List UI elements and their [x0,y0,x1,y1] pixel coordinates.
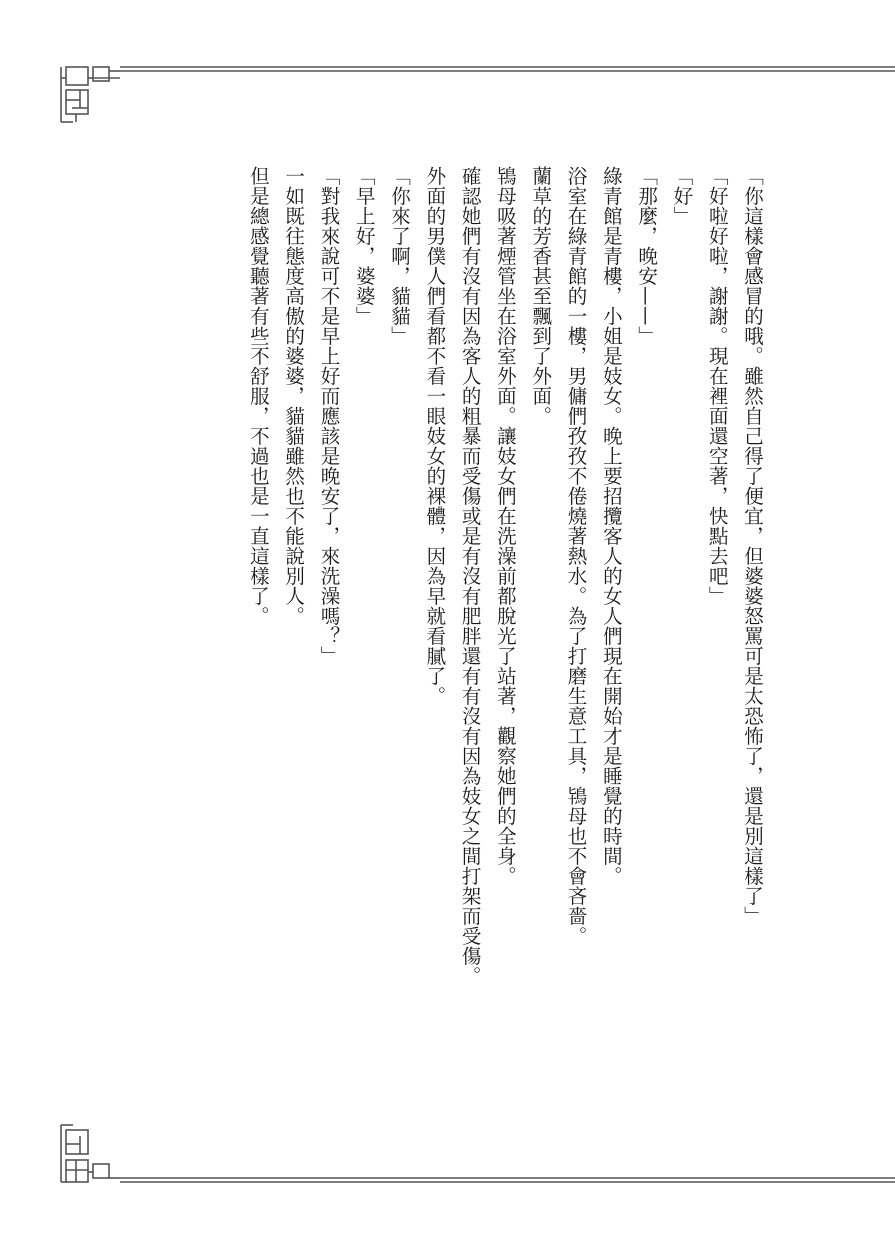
text-line: 外面的男僕人們看都不看一眼妓女的裸體，因為早就看膩了。 [423,166,447,706]
top-border-ornament [61,67,895,122]
vertical-text-body [241,166,770,986]
text-line: 「早上好，婆婆」 [352,166,376,326]
text-line: 「你來了啊，貓貓」 [388,166,412,346]
text-line: 「你這樣會感冒的哦。雖然自己得了便宜，但婆婆怒罵可是太恐怖了，還是別這樣了」 [741,166,764,926]
text-line: 「好」 [670,166,694,226]
text-line: 一如既往態度高傲的婆婆，貓貓雖然也不能說別人。 [282,166,306,626]
text-line: 但是總感覺聽著有些不舒服，不過也是一直這樣了。 [246,166,270,626]
text-line: 鴇母吸著煙管坐在浴室外面。讓妓女們在洗澡前都脫光了站著，觀察她們的全身。 [493,166,517,886]
text-line: 「對我來說可不是早上好而應該是晚安了，來洗澡嗎？」 [317,166,341,666]
text-line: 「好啦好啦，謝謝。現在裡面還空著，快點去吧」 [705,166,729,606]
text-line: 浴室在綠青館的一樓，男傭們孜孜不倦燒著熱水。為了打磨生意工具，鴇母也不會吝嗇。 [564,166,588,946]
text-line: 綠青館是青樓，小姐是妓女。晚上要招攬客人的女人們現在開始才是睡覺的時間。 [599,166,623,886]
text-line: 確認她們有沒有因為客人的粗暴而受傷或是有沒有肥胖還有有沒有因為妓女之間打架而受傷。 [458,166,482,986]
text-line: 蘭草的芳香甚至飄到了外面。 [529,166,553,426]
text-line: 「那麼，晚安——」 [635,166,659,346]
bottom-border-ornament [61,1125,895,1182]
